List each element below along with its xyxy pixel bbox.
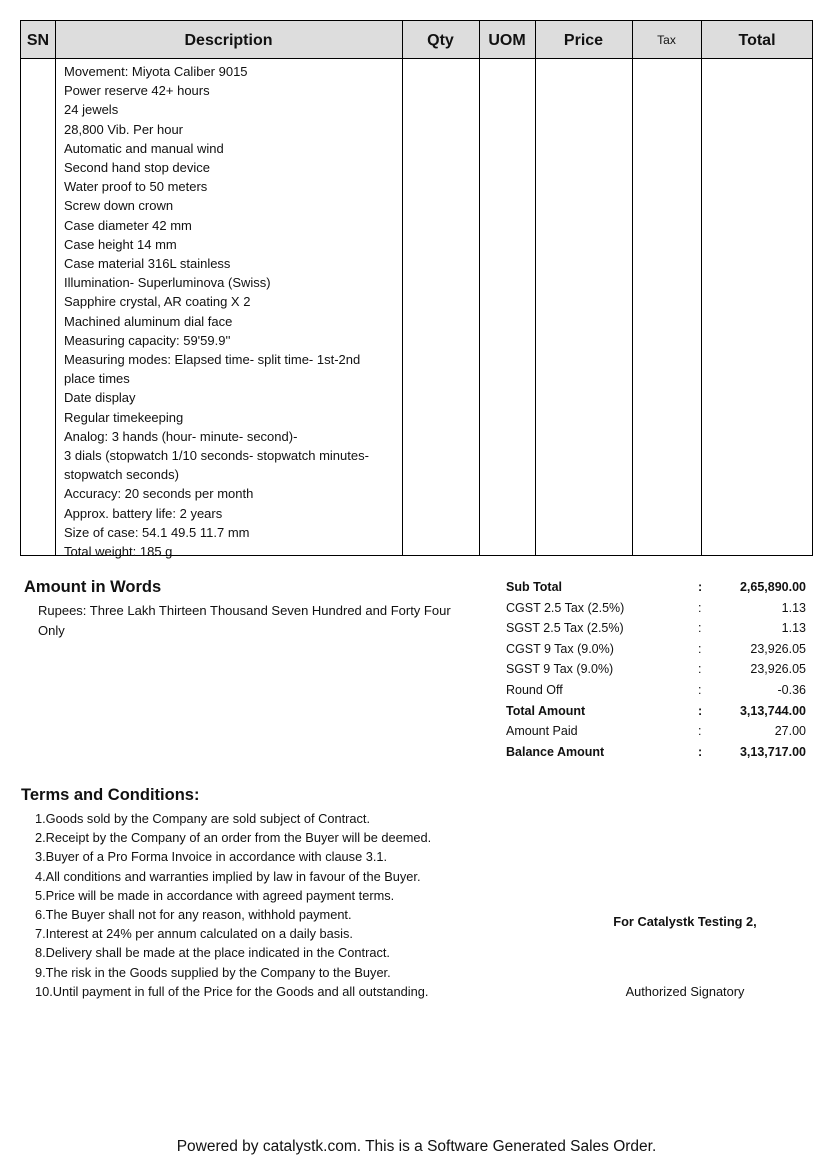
totals-separator: :: [698, 682, 702, 697]
totals-separator: :: [698, 662, 702, 677]
description-line: Date display: [64, 390, 136, 406]
authorized-signatory-label: Authorized Signatory: [625, 984, 745, 999]
items-table: [20, 20, 813, 560]
term-item: 7.Interest at 24% per annum calculated on a daily basis.: [35, 926, 353, 942]
totals-value: 3,13,717.00: [739, 744, 806, 759]
totals-row-sgst-2-5: [506, 618, 806, 639]
totals-label: SGST 9 Tax (9.0%): [506, 662, 614, 677]
totals-row-sub-total: [506, 577, 806, 598]
totals-summary: [506, 577, 806, 762]
totals-separator: :: [698, 621, 702, 636]
totals-row-cgst-2-5: [506, 598, 806, 619]
description-line: Approx. battery life: 2 years: [64, 505, 223, 521]
totals-label: Sub Total: [506, 580, 563, 594]
description-line: 28,800 Vib. Per hour: [64, 121, 184, 137]
totals-row-amount-paid: [506, 721, 806, 742]
term-item: 2.Receipt by the Company of an order from the Buyer will be deemed.: [35, 830, 432, 846]
description-line: Illumination- Superluminova (Swiss): [64, 275, 271, 291]
totals-separator: :: [698, 641, 702, 656]
totals-row-cgst-9: [506, 639, 806, 660]
description-line: Analog: 3 hands (hour- minute- second)-: [64, 428, 298, 444]
description-line: Accuracy: 20 seconds per month: [64, 486, 254, 502]
totals-label: CGST 2.5 Tax (2.5%): [506, 600, 625, 615]
for-company-label: For Catalystk Testing 2,: [613, 914, 757, 929]
totals-row-balance-amount: [506, 742, 806, 763]
description-line: Machined aluminum dial face: [64, 313, 233, 329]
amount-in-words-title: Amount in Words: [24, 578, 162, 596]
description-line: Water proof to 50 meters: [64, 179, 208, 195]
description-line: Second hand stop device: [64, 160, 210, 176]
description-line: Movement: Miyota Caliber 9015: [64, 64, 248, 79]
term-item: 8.Delivery shall be made at the place indicated in the Contract.: [35, 945, 390, 961]
totals-value: 3,13,744.00: [739, 703, 806, 718]
terms-list: [35, 809, 505, 1001]
totals-value: 2,65,890.00: [739, 580, 806, 594]
header-sn: SN: [26, 32, 50, 49]
description-line: stopwatch seconds): [64, 467, 179, 483]
totals-row-total-amount: [506, 701, 806, 722]
description-line: Case material 316L stainless: [64, 256, 231, 272]
description-line: place times: [64, 371, 130, 387]
column-divider: [701, 21, 702, 555]
totals-label: Total Amount: [506, 703, 586, 718]
header-uom: UOM: [488, 32, 526, 49]
header-qty: Qty: [427, 32, 454, 49]
totals-separator: :: [698, 580, 703, 594]
item-description: [64, 62, 404, 561]
totals-label: Balance Amount: [506, 744, 605, 759]
totals-separator: :: [698, 600, 702, 615]
term-item: 10.Until payment in full of the Price for the Goods and all outstanding.: [35, 983, 429, 999]
description-line: Screw down crown: [64, 198, 174, 214]
header-price: Price: [563, 32, 604, 49]
description-line: Size of case: 54.1 49.5 11.7 mm: [64, 524, 250, 540]
totals-row-sgst-9: [506, 659, 806, 680]
description-line: Sapphire crystal, AR coating X 2: [64, 294, 251, 310]
terms-title: Terms and Conditions:: [21, 786, 200, 804]
term-item: 9.The risk in the Goods supplied by the Company to the Buyer.: [35, 964, 391, 980]
term-item: 6.The Buyer shall not for any reason, withhold payment.: [35, 907, 352, 923]
totals-value: 1.13: [781, 600, 806, 615]
header-total: Total: [738, 32, 776, 49]
totals-label: Amount Paid: [506, 724, 578, 739]
totals-value: -0.36: [777, 682, 806, 697]
footer-note: Powered by catalystk.com. This is a Software Generated Sales Order.: [176, 1138, 657, 1155]
totals-value: 27.00: [774, 724, 806, 739]
description-line: Case height 14 mm: [64, 236, 177, 252]
totals-separator: :: [698, 703, 703, 718]
totals-label: CGST 9 Tax (9.0%): [506, 641, 614, 656]
totals-value: 23,926.05: [750, 662, 806, 677]
header-description: Description: [184, 32, 273, 49]
description-line: 3 dials (stopwatch 1/10 seconds- stopwatch minutes-: [64, 448, 369, 464]
description-line: 24 jewels: [64, 102, 119, 118]
totals-value: 1.13: [781, 621, 806, 636]
term-item: 5.Price will be made in accordance with agreed payment terms.: [35, 887, 395, 903]
description-line: Case diameter 42 mm: [64, 217, 192, 233]
totals-row-round-off: [506, 680, 806, 701]
description-line: Automatic and manual wind: [64, 140, 224, 156]
description-line: Power reserve 42+ hours: [64, 83, 210, 99]
description-line: Measuring modes: Elapsed time- split time- 1st-2nd: [64, 352, 361, 368]
description-line: Regular timekeeping: [64, 409, 184, 425]
column-divider: [535, 21, 536, 555]
totals-label: SGST 2.5 Tax (2.5%): [506, 621, 624, 636]
header-tax: Tax: [657, 33, 676, 47]
column-divider: [55, 21, 56, 555]
totals-separator: :: [698, 744, 703, 759]
description-line: Measuring capacity: 59'59.9'': [64, 332, 231, 348]
term-item: 3.Buyer of a Pro Forma Invoice in accordance with clause 3.1.: [35, 849, 388, 865]
term-item: 4.All conditions and warranties implied by law in favour of the Buyer.: [35, 868, 421, 884]
totals-label: Round Off: [506, 682, 563, 697]
column-divider: [479, 21, 480, 555]
description-line: Total weight: 185 g: [64, 544, 173, 560]
totals-value: 23,926.05: [750, 641, 806, 656]
term-item: 1.Goods sold by the Company are sold subject of Contract.: [35, 811, 371, 826]
column-divider: [632, 21, 633, 555]
totals-separator: :: [698, 724, 702, 739]
amount-in-words-text: Rupees: Three Lakh Thirteen Thousand Seven Hundred and Forty Four Only: [38, 603, 451, 638]
